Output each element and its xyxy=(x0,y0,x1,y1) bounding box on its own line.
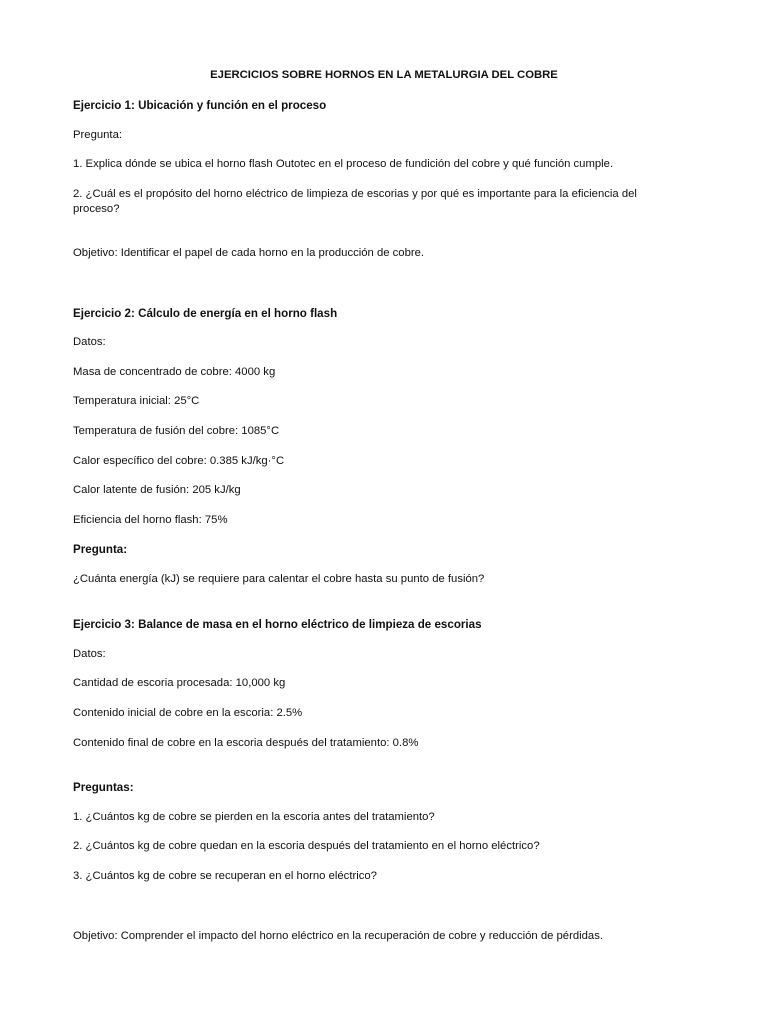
ex2-dato-eficiencia: Eficiencia del horno flash: 75% xyxy=(73,514,228,526)
ex3-dato-contenido-inicial: Contenido inicial de cobre en la escoria: 2.5% xyxy=(73,707,303,719)
ex2-heading: Ejercicio 2: Cálculo de energía en el horno flash xyxy=(73,307,338,320)
ex1-objetivo: Objetivo: Identificar el papel de cada horno en la producción de cobre. xyxy=(73,247,425,259)
ex2-question-1: ¿Cuánta energía (kJ) se requiere para calentar el cobre hasta su punto de fusión? xyxy=(73,573,485,585)
ex2-dato-calor-latente: Calor latente de fusión: 205 kJ/kg xyxy=(73,484,241,496)
ex3-dato-contenido-final: Contenido final de cobre en la escoria después del tratamiento: 0.8% xyxy=(73,737,419,749)
ex2-dato-temp-inicial: Temperatura inicial: 25°C xyxy=(73,395,200,407)
ex2-datos-label: Datos: xyxy=(73,336,106,348)
ex3-heading: Ejercicio 3: Balance de masa en el horno eléctrico de limpieza de escorias xyxy=(73,618,482,631)
ex1-pregunta-label: Pregunta: xyxy=(73,129,122,141)
ex2-dato-calor-especifico: Calor específico del cobre: 0.385 kJ/kg·°C xyxy=(73,455,285,467)
ex2-pregunta-label: Pregunta: xyxy=(73,543,128,556)
ex3-datos-label: Datos: xyxy=(73,648,106,660)
ex3-question-3: 3. ¿Cuántos kg de cobre se recuperan en el horno eléctrico? xyxy=(73,870,377,882)
ex1-question-2: 2. ¿Cuál es el propósito del horno eléctrico de limpieza de escorias y por qué es importante para la eficiencia del proceso? xyxy=(73,188,637,215)
ex1-heading: Ejercicio 1: Ubicación y función en el proceso xyxy=(73,99,327,112)
ex3-question-1: 1. ¿Cuántos kg de cobre se pierden en la escoria antes del tratamiento? xyxy=(73,811,435,823)
ex3-preguntas-label: Preguntas: xyxy=(73,781,134,794)
ex2-dato-masa: Masa de concentrado de cobre: 4000 kg xyxy=(73,366,276,378)
ex3-objetivo: Objetivo: Comprender el impacto del horno eléctrico en la recuperación de cobre y reducción de pérdidas. xyxy=(73,930,603,942)
ex2-dato-temp-fusion: Temperatura de fusión del cobre: 1085°C xyxy=(73,425,280,437)
ex1-question-1: 1. Explica dónde se ubica el horno flash Outotec en el proceso de fundición del cobre y qué función cumple. xyxy=(73,158,614,170)
document-title: EJERCICIOS SOBRE HORNOS EN LA METALURGIA DEL COBRE xyxy=(210,69,558,81)
ex3-dato-cantidad: Cantidad de escoria procesada: 10,000 kg xyxy=(73,677,286,689)
ex3-question-2: 2. ¿Cuántos kg de cobre quedan en la escoria después del tratamiento en el horno eléctrico? xyxy=(73,840,540,852)
